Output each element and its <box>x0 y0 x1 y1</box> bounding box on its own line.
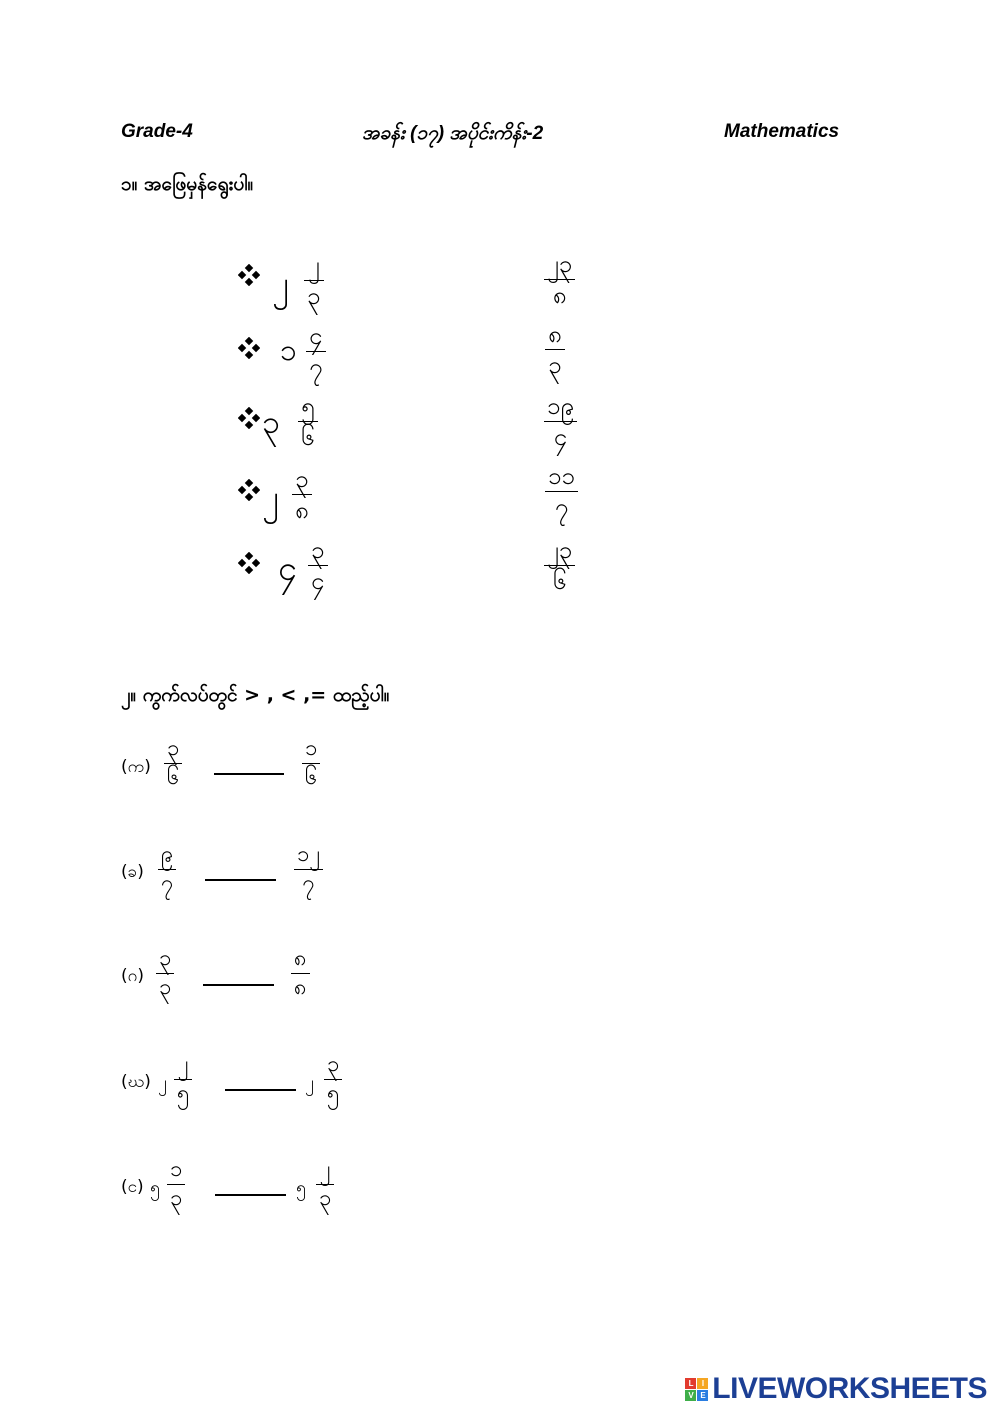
answer-blank[interactable] <box>215 1194 286 1196</box>
whole-number: ၃ <box>262 403 280 441</box>
fraction <box>308 538 328 593</box>
question-label: (ဃ) <box>121 1072 151 1092</box>
question-label: (ခ) <box>121 862 144 882</box>
section2-title: ၂။ ကွက်လပ်တွင် > , < ,= ထည့်ပါ။ <box>121 684 390 706</box>
diamond-bullet-icon <box>238 479 260 501</box>
whole-number: ၂ <box>262 478 279 518</box>
fraction <box>306 324 326 379</box>
numerator: ၈ <box>548 320 562 348</box>
question-label: (က) <box>121 757 151 777</box>
right-fraction <box>291 948 310 999</box>
fraction-bar <box>302 763 320 764</box>
fraction-bar <box>545 349 565 350</box>
fraction-bar <box>294 869 323 870</box>
fraction-bar <box>545 491 578 492</box>
right-fraction[interactable] <box>544 394 577 449</box>
fraction-bar <box>291 973 310 974</box>
answer-blank[interactable] <box>225 1089 296 1091</box>
answer-blank[interactable] <box>214 773 284 775</box>
grade-label: Grade-4 <box>121 121 193 142</box>
denominator: ၆ <box>167 765 180 790</box>
right-fraction <box>324 1054 342 1105</box>
numerator: ၃ <box>311 536 325 564</box>
logo-cell: V <box>685 1390 696 1401</box>
numerator: ၈ <box>294 946 307 971</box>
whole-number: ၁ <box>280 333 297 368</box>
question-label: (ဂ) <box>121 966 144 986</box>
right-fraction <box>294 844 323 895</box>
right-fraction <box>316 1159 334 1210</box>
numerator: ၃ <box>167 736 180 761</box>
left-fraction <box>158 844 176 895</box>
fraction <box>298 394 318 449</box>
denominator: ၃ <box>159 975 172 1000</box>
left-fraction <box>156 948 174 999</box>
denominator: ၈ <box>552 281 567 309</box>
left-fraction <box>174 1054 192 1105</box>
fraction-bar <box>298 421 318 422</box>
numerator: ၁၁ <box>548 462 575 490</box>
fraction-bar <box>308 565 328 566</box>
denominator: ၈ <box>294 975 307 1000</box>
answer-blank[interactable] <box>205 879 276 881</box>
fraction-bar <box>167 1184 185 1185</box>
denominator: ၇ <box>309 353 323 381</box>
denominator: ၄ <box>311 567 325 595</box>
denominator: ၈ <box>295 496 309 524</box>
numerator: ၁၂ <box>297 842 321 867</box>
liveworksheets-brand <box>685 1372 987 1406</box>
denominator: ၇ <box>161 871 174 896</box>
denominator: ၃ <box>307 282 321 310</box>
left-fraction <box>167 1159 185 1210</box>
numerator: ၂၃ <box>547 536 573 564</box>
section1-title: ၁။ အဖြေမှန်ရွေးပါ။ <box>121 173 254 195</box>
numerator: ၃ <box>159 946 172 971</box>
denominator: ၄ <box>553 423 568 451</box>
denominator: ၆ <box>305 765 318 790</box>
logo-cell: L <box>685 1378 696 1389</box>
numerator: ၂ <box>319 1157 331 1182</box>
right-fraction <box>302 738 320 789</box>
denominator: ၃ <box>319 1186 332 1211</box>
fraction-bar <box>316 1184 334 1185</box>
diamond-bullet-icon <box>238 264 260 286</box>
fraction-bar <box>324 1079 342 1080</box>
liveworksheets-logo-icon <box>685 1378 708 1401</box>
denominator: ၇ <box>302 871 315 896</box>
lesson-title: အခန်း (၁၇) အပိုင်းကိန်း-2 <box>362 123 544 144</box>
fraction-bar <box>156 973 174 974</box>
diamond-bullet-icon <box>238 552 260 574</box>
numerator: ၂ <box>177 1052 189 1077</box>
numerator: ၄ <box>309 322 323 350</box>
logo-cell: I <box>697 1378 708 1389</box>
numerator: ၉ <box>161 842 174 867</box>
question-label: (င) <box>121 1177 144 1197</box>
whole-number: ၅ <box>150 1177 161 1198</box>
numerator: ၁ <box>305 736 318 761</box>
fraction <box>304 253 324 308</box>
brand-name: LIVEWORKSHEETS <box>712 1372 987 1405</box>
denominator: ၃ <box>548 351 562 379</box>
diamond-bullet-icon <box>238 407 260 429</box>
whole-number: ၂ <box>158 1072 167 1093</box>
numerator: ၂၃ <box>547 250 573 278</box>
whole-number: ၅ <box>296 1177 307 1198</box>
right-fraction[interactable] <box>544 538 575 593</box>
fraction-bar <box>174 1079 192 1080</box>
denominator: ၅ <box>327 1081 340 1106</box>
numerator: ၁ <box>170 1157 183 1182</box>
denominator: ၅ <box>177 1081 190 1106</box>
fraction-bar <box>164 763 182 764</box>
numerator: ၅ <box>301 392 315 420</box>
answer-blank[interactable] <box>203 984 274 986</box>
fraction-bar <box>306 351 326 352</box>
diamond-bullet-icon <box>238 337 260 359</box>
left-fraction <box>164 738 182 789</box>
numerator: ၃ <box>327 1052 340 1077</box>
denominator: ၇ <box>554 493 569 521</box>
right-fraction[interactable] <box>544 252 575 307</box>
whole-number: ၂ <box>272 264 289 304</box>
fraction-bar <box>544 279 575 280</box>
right-fraction[interactable] <box>545 322 565 377</box>
numerator: ၂ <box>307 251 320 279</box>
subject-label: Mathematics <box>724 121 840 142</box>
fraction-bar <box>544 565 575 566</box>
fraction-bar <box>544 421 577 422</box>
numerator: ၁၉ <box>547 392 574 420</box>
numerator: ၃ <box>295 465 309 493</box>
whole-number: ၄ <box>278 549 298 589</box>
denominator: ၃ <box>170 1186 183 1211</box>
fraction-bar <box>158 869 176 870</box>
denominator: ၆ <box>552 567 567 595</box>
fraction <box>292 467 312 522</box>
logo-cell: E <box>697 1390 708 1401</box>
right-fraction[interactable] <box>545 464 578 519</box>
fraction-bar <box>292 494 312 495</box>
denominator: ၆ <box>301 423 315 451</box>
whole-number: ၂ <box>305 1072 314 1093</box>
fraction-bar <box>304 280 324 281</box>
